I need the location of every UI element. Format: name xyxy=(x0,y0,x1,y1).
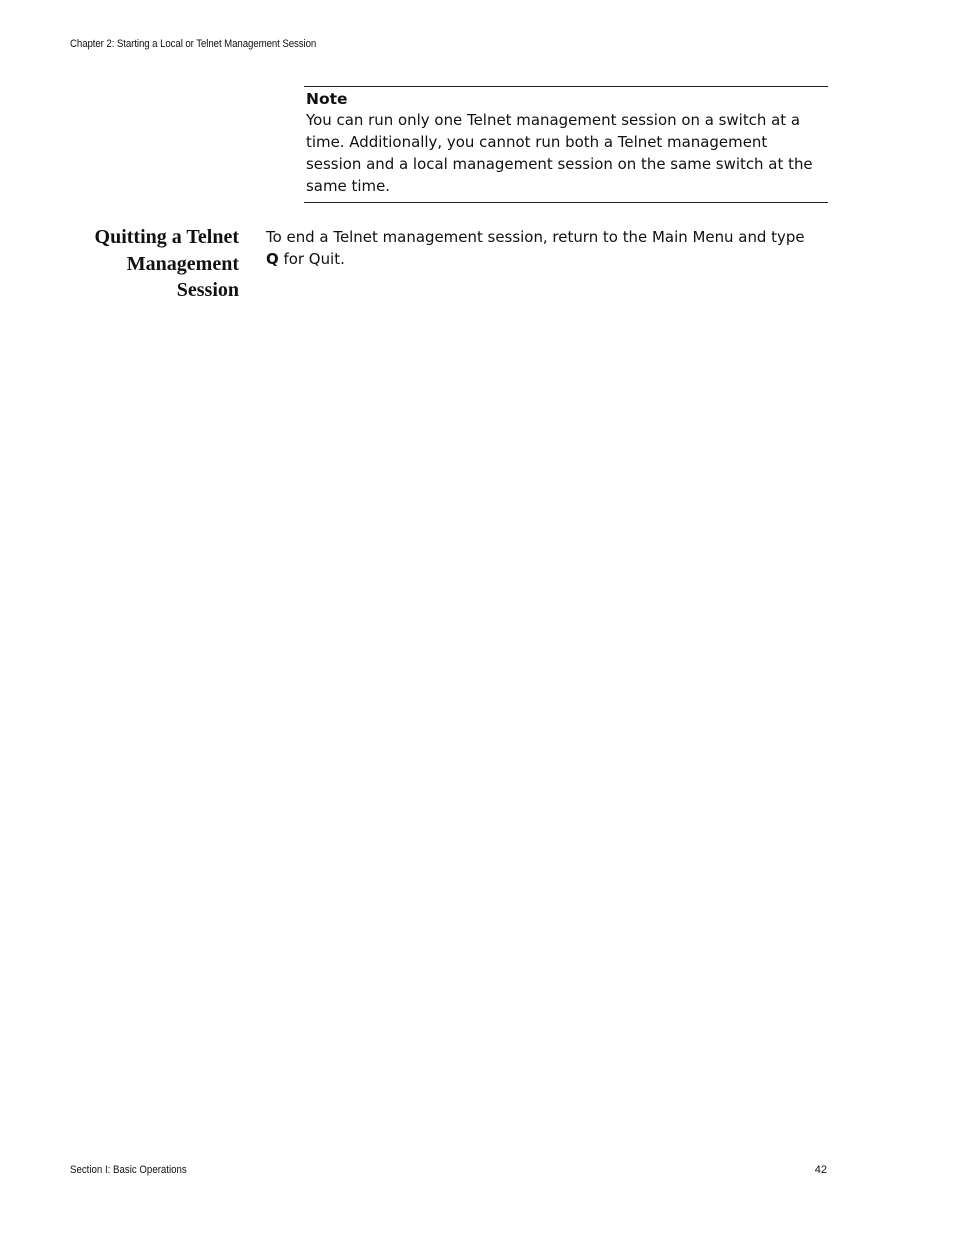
body-line: To end a Telnet management session, return to the Main Menu and type xyxy=(266,228,805,246)
body-line-rest: for Quit. xyxy=(278,250,345,268)
quit-key: Q xyxy=(266,250,279,268)
running-header: Chapter 2: Starting a Local or Telnet Management Session xyxy=(70,38,317,50)
body-paragraph xyxy=(266,226,826,270)
note-line: session and a local management session on the same switch at the xyxy=(306,155,813,173)
note-box xyxy=(304,86,828,203)
section-heading-line: Session xyxy=(176,279,239,301)
note-title: Note xyxy=(306,90,348,108)
body-line xyxy=(266,248,826,270)
note-body xyxy=(306,109,827,197)
footer-section-label: Section I: Basic Operations xyxy=(70,1164,187,1176)
section-heading-line: Quitting a Telnet xyxy=(94,226,239,248)
note-line: same time. xyxy=(306,177,391,195)
note-line: You can run only one Telnet management session on a switch at a xyxy=(306,111,801,129)
page-number: 42 xyxy=(814,1164,827,1176)
note-line: time. Additionally, you cannot run both a Telnet management xyxy=(306,133,768,151)
section-heading xyxy=(40,224,239,304)
section-heading-line: Management xyxy=(126,252,239,275)
